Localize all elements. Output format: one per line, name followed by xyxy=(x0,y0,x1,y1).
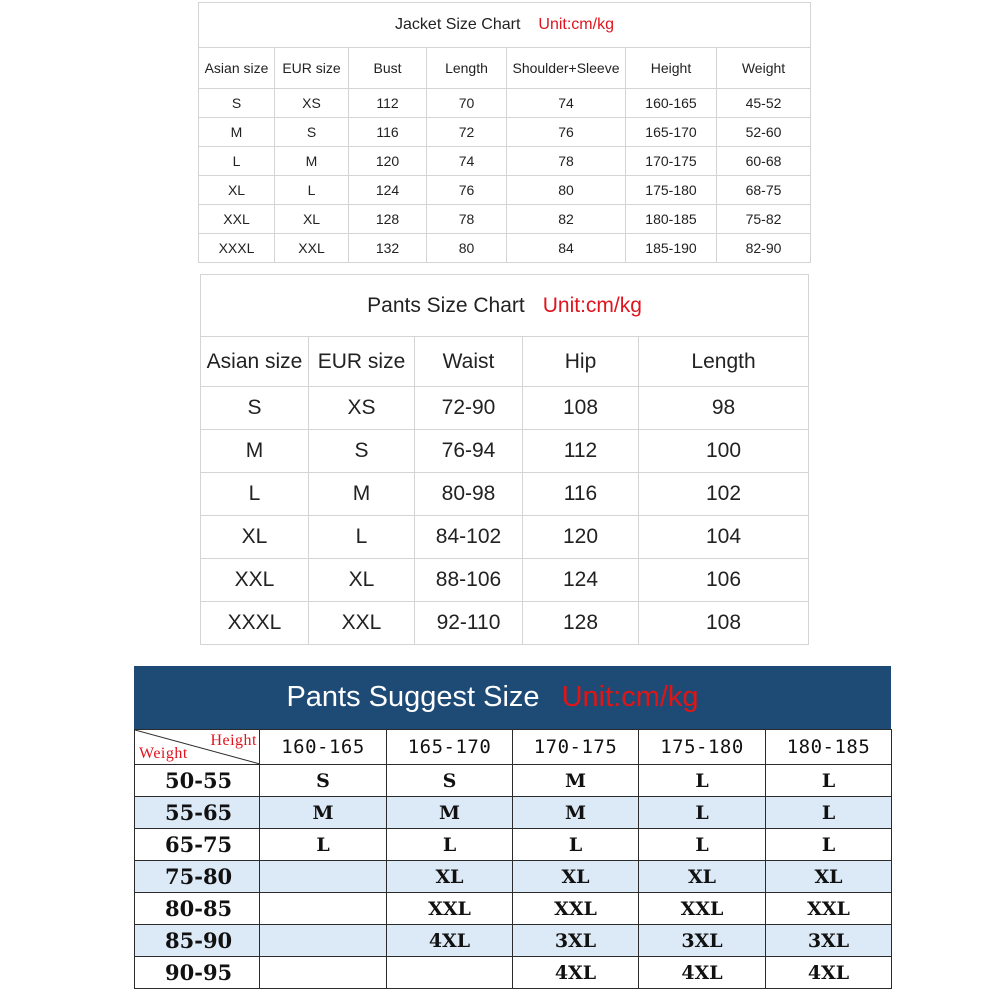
table-cell: 84 xyxy=(507,234,626,263)
jacket-col-header: EUR size xyxy=(275,48,349,89)
suggest-row xyxy=(135,925,892,957)
weight-label: 80-85 xyxy=(135,893,260,925)
pants-title: Pants Size Chart xyxy=(367,293,525,317)
suggested-size-cell: L xyxy=(766,765,892,797)
suggested-size-cell: 4XL xyxy=(639,957,766,989)
weight-label: 75-80 xyxy=(135,861,260,893)
table-row xyxy=(199,234,811,263)
suggest-row xyxy=(135,861,892,893)
table-cell: 76 xyxy=(507,118,626,147)
table-cell: S xyxy=(201,387,309,430)
suggested-size-cell: 4XL xyxy=(766,957,892,989)
table-cell: 180-185 xyxy=(626,205,717,234)
suggested-size-cell: L xyxy=(639,765,766,797)
table-cell: 100 xyxy=(639,430,809,473)
jacket-unit: Unit:cm/kg xyxy=(538,16,614,33)
table-cell: 84-102 xyxy=(415,516,523,559)
table-cell: 88-106 xyxy=(415,559,523,602)
table-row xyxy=(199,118,811,147)
table-cell: 76-94 xyxy=(415,430,523,473)
table-cell: 72 xyxy=(427,118,507,147)
table-cell: 104 xyxy=(639,516,809,559)
weight-label: 55-65 xyxy=(135,797,260,829)
suggest-row xyxy=(135,765,892,797)
suggested-size-cell: M xyxy=(387,797,513,829)
table-cell: 70 xyxy=(427,89,507,118)
suggest-title-banner xyxy=(134,666,891,729)
table-cell: 120 xyxy=(523,516,639,559)
pants-unit: Unit:cm/kg xyxy=(542,293,642,317)
table-row xyxy=(199,147,811,176)
jacket-col-header: Bust xyxy=(349,48,427,89)
table-cell: 175-180 xyxy=(626,176,717,205)
table-cell: 78 xyxy=(427,205,507,234)
jacket-col-header: Weight xyxy=(717,48,811,89)
table-cell: XS xyxy=(309,387,415,430)
table-cell: 68-75 xyxy=(717,176,811,205)
jacket-col-header: Length xyxy=(427,48,507,89)
corner-height-label: Height xyxy=(210,732,257,749)
suggest-title: Pants Suggest Size xyxy=(286,681,540,713)
table-cell: 132 xyxy=(349,234,427,263)
suggested-size-cell: XXL xyxy=(387,893,513,925)
table-row xyxy=(201,602,809,645)
weight-label: 50-55 xyxy=(135,765,260,797)
pants-col-header: Asian size xyxy=(201,337,309,387)
table-cell: S xyxy=(275,118,349,147)
suggested-size-cell: 3XL xyxy=(766,925,892,957)
table-cell: 72-90 xyxy=(415,387,523,430)
suggested-size-cell: S xyxy=(260,765,387,797)
jacket-header-row xyxy=(199,48,811,89)
table-cell: 112 xyxy=(523,430,639,473)
table-cell: 116 xyxy=(349,118,427,147)
table-cell: XXL xyxy=(199,205,275,234)
suggested-size-cell: L xyxy=(639,797,766,829)
table-cell: S xyxy=(199,89,275,118)
pants-title-cell xyxy=(201,275,809,337)
suggested-size-cell: XXL xyxy=(639,893,766,925)
suggested-size-cell: XL xyxy=(766,861,892,893)
table-cell: 75-82 xyxy=(717,205,811,234)
table-cell: XXL xyxy=(309,602,415,645)
table-cell: 92-110 xyxy=(415,602,523,645)
suggested-size-cell: L xyxy=(387,829,513,861)
table-cell: M xyxy=(201,430,309,473)
table-cell: 60-68 xyxy=(717,147,811,176)
height-header: 170-175 xyxy=(513,730,639,765)
table-cell: 128 xyxy=(523,602,639,645)
suggest-body xyxy=(135,765,892,989)
table-cell: L xyxy=(199,147,275,176)
table-cell: 108 xyxy=(639,602,809,645)
suggested-size-cell: XL xyxy=(639,861,766,893)
suggest-header-row xyxy=(135,730,892,765)
table-cell: 82-90 xyxy=(717,234,811,263)
suggested-size-cell: L xyxy=(260,829,387,861)
pants-size-chart xyxy=(200,274,809,645)
corner-cell xyxy=(135,730,260,765)
table-cell: 120 xyxy=(349,147,427,176)
table-row xyxy=(199,89,811,118)
table-cell: 108 xyxy=(523,387,639,430)
suggested-size-cell xyxy=(260,893,387,925)
suggest-row xyxy=(135,797,892,829)
height-header: 160-165 xyxy=(260,730,387,765)
table-cell: 82 xyxy=(507,205,626,234)
table-cell: XS xyxy=(275,89,349,118)
table-cell: 124 xyxy=(349,176,427,205)
height-header: 180-185 xyxy=(766,730,892,765)
corner-weight-label: Weight xyxy=(139,745,188,762)
weight-label: 65-75 xyxy=(135,829,260,861)
pants-col-header: Hip xyxy=(523,337,639,387)
weight-label: 90-95 xyxy=(135,957,260,989)
table-cell: 80-98 xyxy=(415,473,523,516)
table-cell: XXL xyxy=(201,559,309,602)
suggested-size-cell: L xyxy=(766,829,892,861)
table-cell: XXL xyxy=(275,234,349,263)
table-cell: 185-190 xyxy=(626,234,717,263)
jacket-title-cell xyxy=(199,3,811,48)
table-cell: 98 xyxy=(639,387,809,430)
jacket-col-header: Asian size xyxy=(199,48,275,89)
table-cell: 112 xyxy=(349,89,427,118)
suggested-size-cell: 3XL xyxy=(639,925,766,957)
jacket-body xyxy=(199,89,811,263)
pants-col-header: EUR size xyxy=(309,337,415,387)
table-row xyxy=(201,430,809,473)
table-cell: 80 xyxy=(427,234,507,263)
suggested-size-cell xyxy=(260,957,387,989)
suggest-row xyxy=(135,829,892,861)
height-header: 175-180 xyxy=(639,730,766,765)
suggested-size-cell xyxy=(387,957,513,989)
suggested-size-cell: L xyxy=(766,797,892,829)
suggested-size-cell: 3XL xyxy=(513,925,639,957)
table-cell: M xyxy=(309,473,415,516)
table-cell: XXXL xyxy=(199,234,275,263)
suggested-size-cell: XL xyxy=(387,861,513,893)
suggested-size-cell: XXL xyxy=(513,893,639,925)
suggested-size-cell xyxy=(260,861,387,893)
suggested-size-cell: L xyxy=(639,829,766,861)
table-cell: 116 xyxy=(523,473,639,516)
table-cell: XL xyxy=(275,205,349,234)
suggest-row xyxy=(135,893,892,925)
table-cell: 76 xyxy=(427,176,507,205)
table-row xyxy=(199,176,811,205)
pants-header-row xyxy=(201,337,809,387)
jacket-col-header: Height xyxy=(626,48,717,89)
table-cell: 160-165 xyxy=(626,89,717,118)
table-cell: XXXL xyxy=(201,602,309,645)
table-cell: XL xyxy=(309,559,415,602)
suggested-size-cell: 4XL xyxy=(513,957,639,989)
table-cell: S xyxy=(309,430,415,473)
table-cell: L xyxy=(275,176,349,205)
table-cell: XL xyxy=(199,176,275,205)
table-cell: M xyxy=(275,147,349,176)
suggested-size-cell: S xyxy=(387,765,513,797)
table-cell: 45-52 xyxy=(717,89,811,118)
jacket-size-chart xyxy=(198,2,811,263)
pants-body xyxy=(201,387,809,645)
suggested-size-cell: XL xyxy=(513,861,639,893)
table-cell: 170-175 xyxy=(626,147,717,176)
table-cell: 80 xyxy=(507,176,626,205)
height-header: 165-170 xyxy=(387,730,513,765)
table-cell: 74 xyxy=(507,89,626,118)
jacket-col-header: Shoulder+Sleeve xyxy=(507,48,626,89)
suggested-size-cell xyxy=(260,925,387,957)
table-cell: L xyxy=(309,516,415,559)
table-row xyxy=(199,205,811,234)
weight-label: 85-90 xyxy=(135,925,260,957)
suggested-size-cell: 4XL xyxy=(387,925,513,957)
table-cell: 106 xyxy=(639,559,809,602)
pants-col-header: Waist xyxy=(415,337,523,387)
table-cell: 52-60 xyxy=(717,118,811,147)
table-cell: 74 xyxy=(427,147,507,176)
table-row xyxy=(201,516,809,559)
pants-col-header: Length xyxy=(639,337,809,387)
suggest-unit: Unit:cm/kg xyxy=(561,681,699,713)
suggest-row xyxy=(135,957,892,989)
pants-suggest-size-table xyxy=(134,729,892,989)
table-cell: M xyxy=(199,118,275,147)
suggested-size-cell: M xyxy=(513,765,639,797)
suggested-size-cell: L xyxy=(513,829,639,861)
suggested-size-cell: M xyxy=(260,797,387,829)
table-cell: 165-170 xyxy=(626,118,717,147)
table-cell: 78 xyxy=(507,147,626,176)
table-row xyxy=(201,559,809,602)
table-cell: 102 xyxy=(639,473,809,516)
suggested-size-cell: XXL xyxy=(766,893,892,925)
table-cell: 124 xyxy=(523,559,639,602)
table-cell: L xyxy=(201,473,309,516)
jacket-title: Jacket Size Chart xyxy=(395,16,521,33)
table-row xyxy=(201,473,809,516)
table-cell: XL xyxy=(201,516,309,559)
suggested-size-cell: M xyxy=(513,797,639,829)
table-cell: 128 xyxy=(349,205,427,234)
table-row xyxy=(201,387,809,430)
